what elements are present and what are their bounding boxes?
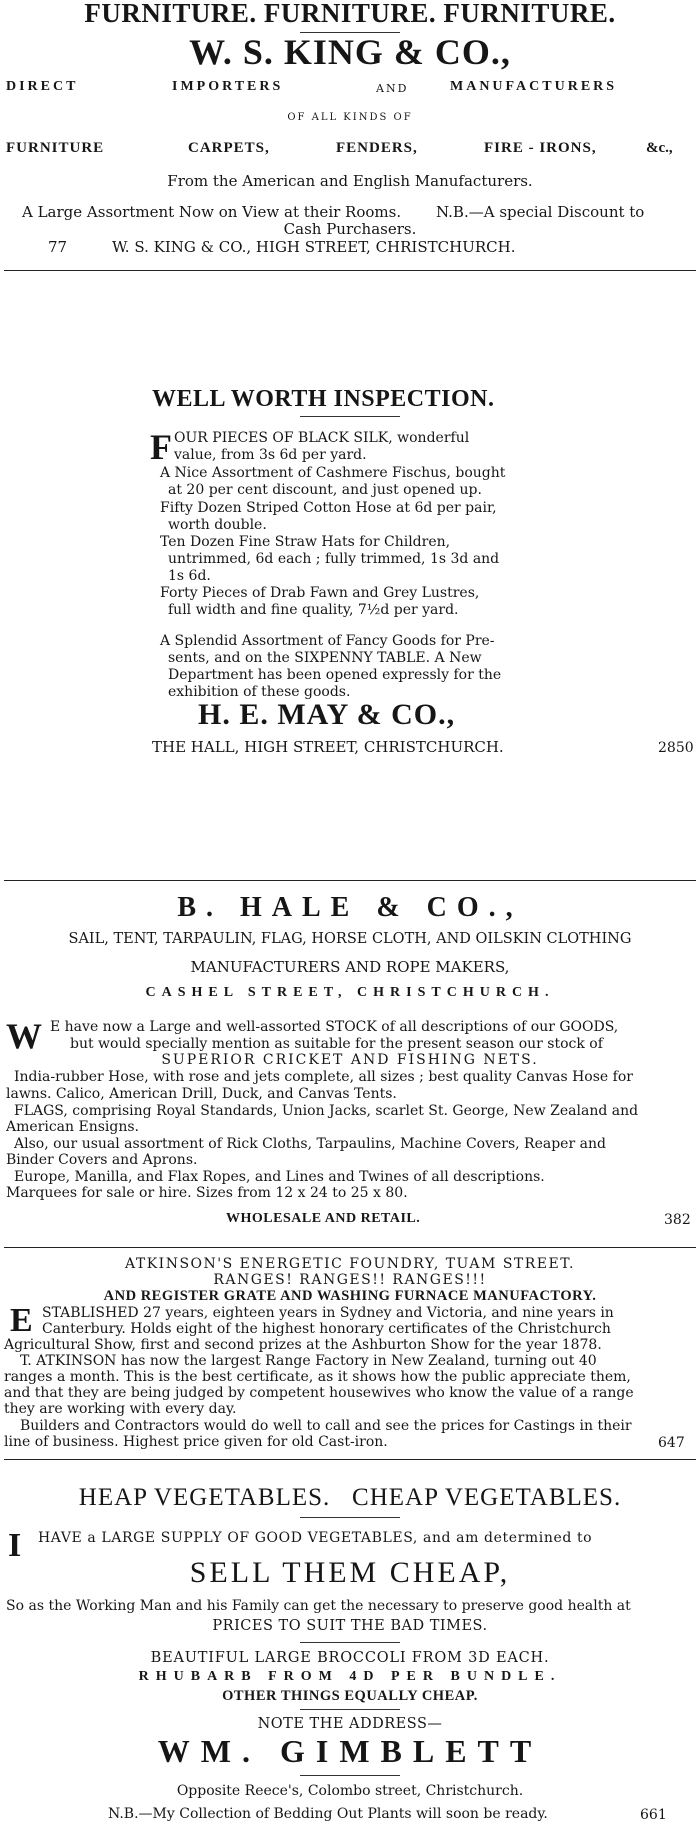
gimblett-nb: N.B.—My Collection of Bedding Out Plants will soon be ready. xyxy=(108,1806,548,1822)
gimblett-line-3: PRICES TO SUIT THE BAD TIMES. xyxy=(212,1618,488,1634)
atkinson-dropcap: E xyxy=(10,1302,33,1339)
hale-trades-2: MANUFACTURERS AND ROPE MAKERS, xyxy=(190,958,510,976)
hale-line: Also, our usual assortment of Rick Cloths, Tarpaulins, Machine Covers, Reaper and xyxy=(14,1136,606,1152)
gimblett-dropcap: I xyxy=(8,1527,22,1564)
may-firm: H. E. MAY & CO., xyxy=(198,698,456,731)
divider-rule xyxy=(4,1247,696,1248)
hale-dropcap: W xyxy=(6,1016,42,1056)
may-line: at 20 per cent discount, and just opened up. xyxy=(168,482,482,498)
atkinson-heading-1: ATKINSON'S ENERGETIC FOUNDRY, TUAM STREET. xyxy=(125,1256,575,1272)
hale-line: E have now a Large and well-assorted STOCK of all descriptions of our GOODS, xyxy=(50,1019,619,1035)
hale-street: CASHEL STREET, CHRISTCHURCH. xyxy=(145,985,555,1000)
gimblett-line-2: So as the Working Man and his Family can get the necessary to preserve good health at xyxy=(6,1598,631,1614)
may-headline: WELL WORTH INSPECTION. xyxy=(152,386,495,412)
hale-firm: B. HALE & CO., xyxy=(177,892,523,923)
king-etc: &c., xyxy=(646,140,673,156)
atkinson-line: and that they are being judged by competent housewives who know the value of a range xyxy=(4,1385,634,1401)
may-line: Department has been opened expressly for the xyxy=(168,667,502,683)
atkinson-heading-3: AND REGISTER GRATE AND WASHING FURNACE MANUFACTORY. xyxy=(103,1288,597,1304)
may-line: A Splendid Assortment of Fancy Goods for Pre- xyxy=(160,633,495,649)
may-line: A Nice Assortment of Cashmere Fischus, bought xyxy=(160,465,506,481)
may-line: sents, and on the SIXPENNY TABLE. A New xyxy=(168,650,482,666)
king-direct: DIRECT xyxy=(6,79,79,94)
atkinson-line: Agricultural Show, first and second prizes at the Ashburton Show for the year 1878. xyxy=(4,1337,602,1353)
king-cash: Cash Purchasers. xyxy=(283,220,417,238)
king-address: W. S. KING & CO., HIGH STREET, CHRISTCHURCH. xyxy=(112,238,516,256)
gimblett-firm-rule xyxy=(300,1775,400,1776)
hale-line: lawns. Calico, American Drill, Duck, and Canvas Tents. xyxy=(6,1086,397,1102)
king-from: From the American and English Manufacturers. xyxy=(167,172,533,190)
may-line: exhibition of these goods. xyxy=(168,684,351,700)
atkinson-line: Builders and Contractors would do well to call and see the prices for Castings in their xyxy=(20,1418,632,1434)
atkinson-line: they are working with every day. xyxy=(4,1401,237,1417)
king-banner: FURNITURE. FURNITURE. FURNITURE. xyxy=(84,0,616,28)
hale-line: Binder Covers and Aprons. xyxy=(6,1152,198,1168)
divider-rule xyxy=(4,880,696,881)
gimblett-note: NOTE THE ADDRESS— xyxy=(257,1716,443,1732)
gimblett-line-1: HAVE a LARGE SUPPLY OF GOOD VEGETABLES, and am determined to xyxy=(38,1530,593,1546)
king-assortment: A Large Assortment Now on View at their Rooms. xyxy=(22,203,402,221)
atkinson-heading-2: RANGES! RANGES!! RANGES!!! xyxy=(213,1272,487,1288)
hale-nets: SUPERIOR CRICKET AND FISHING NETS. xyxy=(161,1052,539,1068)
hale-line: American Ensigns. xyxy=(6,1119,140,1135)
gimblett-headline: HEAP VEGETABLES. CHEAP VEGETABLES. xyxy=(78,1484,622,1511)
divider-rule xyxy=(4,1459,696,1460)
may-line: value, from 3s 6d per yard. xyxy=(174,447,367,463)
king-and: AND xyxy=(376,82,409,95)
atkinson-number: 647 xyxy=(658,1435,685,1451)
may-line: untrimmed, 6d each ; fully trimmed, 1s 3d and xyxy=(168,551,500,567)
atkinson-line: Canterbury. Holds eight of the highest honorary certificates of the Christchurch xyxy=(42,1321,611,1337)
gimblett-address: Opposite Reece's, Colombo street, Christchurch. xyxy=(176,1783,524,1799)
hale-line: India-rubber Hose, with rose and jets complete, all sizes ; best quality Canvas Hose for xyxy=(14,1069,633,1085)
hale-line: Europe, Manilla, and Flax Ropes, and Lines and Twines of all descriptions. xyxy=(14,1169,545,1185)
may-line: Ten Dozen Fine Straw Hats for Children, xyxy=(160,534,451,550)
may-line: worth double. xyxy=(168,517,267,533)
king-fenders: FENDERS, xyxy=(336,140,418,156)
divider-rule xyxy=(4,270,696,271)
atkinson-line: ranges a month. This is the best certificate, as it shows how the public appreciate them, xyxy=(4,1369,631,1385)
may-number: 2850 xyxy=(658,740,694,756)
atkinson-line: STABLISHED 27 years, eighteen years in Sydney and Victoria, and nine years in xyxy=(42,1305,614,1321)
hale-advert xyxy=(0,882,700,1242)
gimblett-sell: SELL THEM CHEAP, xyxy=(189,1556,511,1589)
king-carpets: CARPETS, xyxy=(188,140,270,156)
gimblett-rule xyxy=(300,1709,400,1710)
king-number: 77 xyxy=(48,238,68,256)
king-importers: IMPORTERS xyxy=(172,79,284,94)
may-line: OUR PIECES OF BLACK SILK, wonderful xyxy=(174,430,470,446)
king-nb: N.B.—A special Discount to xyxy=(436,203,645,221)
king-manufacturers: MANUFACTURERS xyxy=(450,79,618,94)
may-advert xyxy=(0,272,700,872)
gimblett-advert xyxy=(0,1461,700,1832)
may-line: full width and fine quality, 7½d per yard. xyxy=(168,602,459,618)
hale-line: but would specially mention as suitable for the present season our stock of xyxy=(70,1036,603,1052)
king-fire-irons: FIRE - IRONS, xyxy=(484,140,597,156)
may-headline-rule xyxy=(300,416,400,417)
atkinson-line: line of business. Highest price given for old Cast-iron. xyxy=(4,1434,388,1450)
may-line: Forty Pieces of Drab Fawn and Grey Lustres, xyxy=(160,585,480,601)
gimblett-other: OTHER THINGS EQUALLY CHEAP. xyxy=(222,1688,478,1704)
gimblett-rule xyxy=(300,1642,400,1643)
hale-line: Marquees for sale or hire. Sizes from 12 x 24 to 25 x 80. xyxy=(6,1185,408,1201)
hale-line: FLAGS, comprising Royal Standards, Union Jacks, scarlet St. George, New Zealand and xyxy=(14,1103,639,1119)
may-address: THE HALL, HIGH STREET, CHRISTCHURCH. xyxy=(152,738,504,756)
gimblett-firm: WM. GIMBLETT xyxy=(157,1733,543,1769)
may-dropcap: F xyxy=(150,427,172,467)
gimblett-number: 661 xyxy=(640,1807,667,1823)
atkinson-line: T. ATKINSON has now the largest Range Factory in New Zealand, turning out 40 xyxy=(20,1353,597,1369)
king-of-all: OF ALL KINDS OF xyxy=(287,112,413,123)
king-furniture: FURNITURE xyxy=(6,140,105,156)
hale-trades-1: SAIL, TENT, TARPAULIN, FLAG, HORSE CLOTH, AND OILSKIN CLOTHING xyxy=(68,931,632,947)
may-line: 1s 6d. xyxy=(168,568,211,584)
atkinson-advert xyxy=(0,1249,700,1451)
hale-wholesale: WHOLESALE AND RETAIL. xyxy=(226,1211,421,1226)
gimblett-headline-rule xyxy=(300,1517,400,1518)
gimblett-rhubarb: RHUBARB FROM 4D PER BUNDLE. xyxy=(138,1669,562,1684)
king-firm: W. S. KING & CO., xyxy=(189,32,511,72)
king-advert xyxy=(0,0,700,272)
hale-number: 382 xyxy=(664,1212,691,1228)
gimblett-broccoli: BEAUTIFUL LARGE BROCCOLI FROM 3D EACH. xyxy=(150,1650,550,1666)
may-line: Fifty Dozen Striped Cotton Hose at 6d per pair, xyxy=(160,500,497,516)
